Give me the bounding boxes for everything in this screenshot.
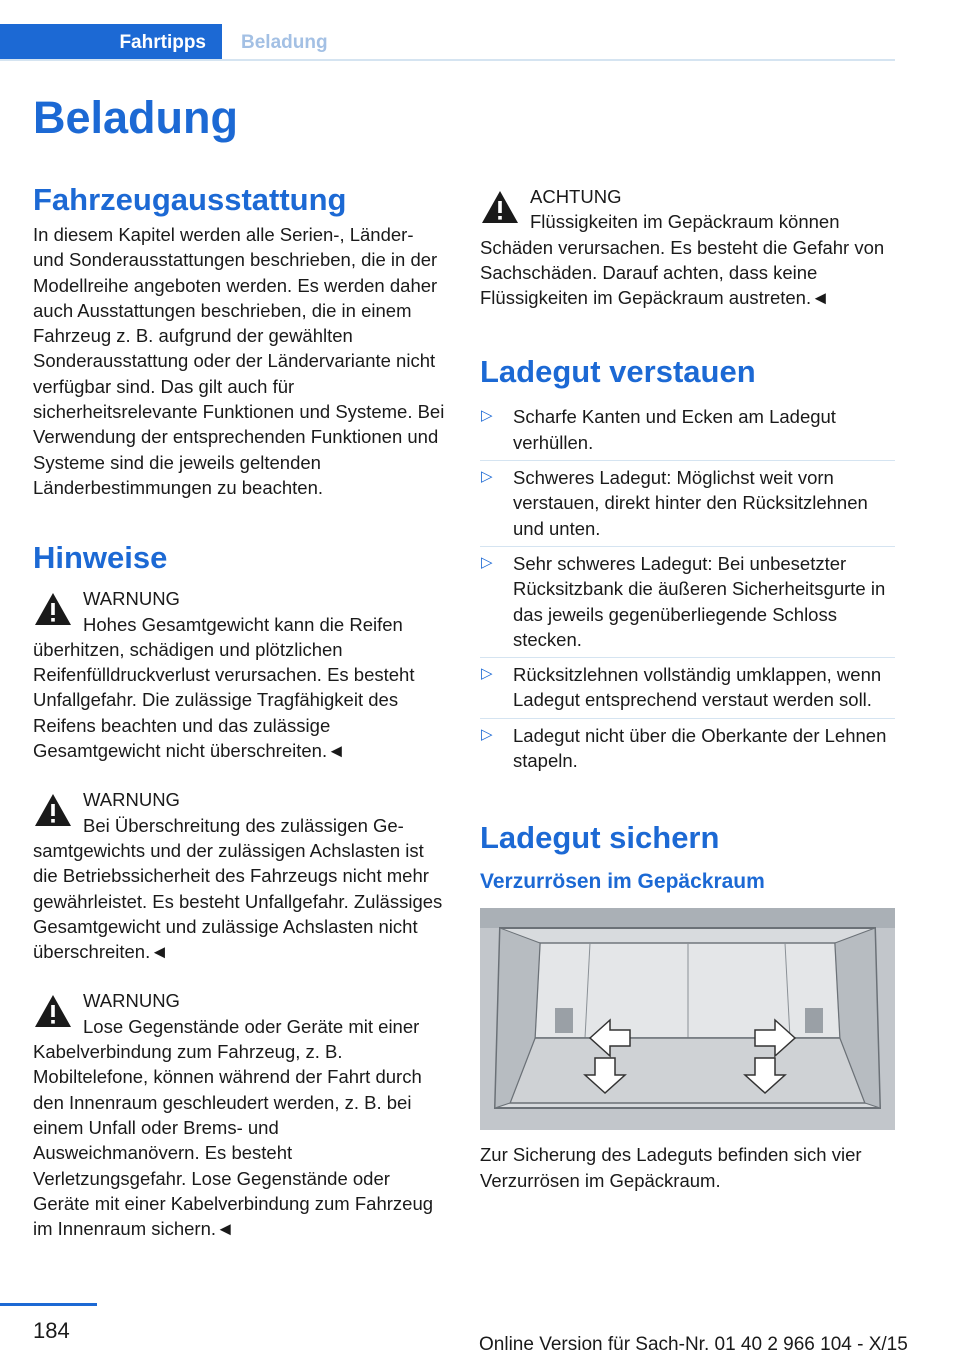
trunk-illustration bbox=[480, 908, 895, 1130]
right-column bbox=[480, 184, 895, 1193]
warning-block bbox=[33, 787, 448, 964]
tab-beladung[interactable]: Beladung bbox=[241, 31, 328, 53]
caution-first-line: Flüssigkeiten im Gepäckraum können bbox=[530, 211, 840, 233]
warning-first-line: Bei Überschreitung des zulässigen Ge- bbox=[83, 814, 404, 836]
warning-triangle-icon bbox=[33, 792, 73, 828]
list-item: ▷ Schweres Ladegut: Möglichst weit vorn verstauen, direkt hinter den Rücksitzlehnen und unten. bbox=[480, 460, 895, 546]
section-title-ladegut-sichern: Ladegut sichern bbox=[480, 820, 720, 856]
triangle-bullet-icon: ▷ bbox=[481, 665, 493, 683]
list-item: ▷ Scharfe Kanten und Ecken am Ladegut verhüllen. bbox=[480, 400, 895, 460]
triangle-bullet-icon: ▷ bbox=[481, 468, 493, 486]
footer-accent-line bbox=[0, 1303, 97, 1306]
header-tabs bbox=[0, 24, 895, 60]
warning-block bbox=[33, 988, 448, 1241]
warning-triangle-icon bbox=[33, 993, 73, 1029]
warning-triangle-icon bbox=[33, 591, 73, 627]
triangle-bullet-icon: ▷ bbox=[481, 407, 493, 425]
page-number: 184 bbox=[33, 1318, 70, 1343]
warning-first-line: Hohes Gesamtgewicht kann die Reifen bbox=[83, 613, 403, 635]
warning-text: samtgewichts und der zulässigen Achslasten ist die Betriebssicherheit des Fahrzeugs nicht mehr gewährleistet. Es besteht Unfallgefahr. Zulässiges Gesamtgewicht und zulässige Achslasten nicht überschreiten.◄ bbox=[33, 839, 443, 963]
header-divider bbox=[0, 59, 895, 61]
list-item: ▷ Ladegut nicht über die Oberkante der Lehnen stapeln. bbox=[480, 718, 895, 779]
subsection-title: Verzurrösen im Gepäckraum bbox=[480, 870, 765, 894]
section-title-fahrzeugausstattung: Fahrzeugausstattung bbox=[33, 182, 347, 217]
section-text-fahrzeugausstattung: In diesem Kapitel werden alle Serien-, Länder- und Sonderausstattungen beschrieben, die in der Modellreihe angeboten werden. Es werden daher auch Ausstattungen beschrieben, die in einem Fahrzeug z. B. aufgrund der gewählten Sonderausstattung oder der Ländervariante nicht verfügbar sind. Das gilt auch für sicherheitsrelevante Funktionen und Systeme. Bei Verwendung der entsprechenden Funktionen und Systeme sind die jeweils geltenden Länderbestimmungen zu beachten. bbox=[33, 224, 445, 498]
page-title: Beladung bbox=[33, 92, 239, 143]
warning-block bbox=[33, 586, 448, 763]
warning-label: WARNUNG bbox=[83, 588, 180, 610]
warning-label: WARNUNG bbox=[83, 990, 180, 1012]
illustration-caption: Zur Sicherung des Ladeguts befinden sich vier Verzurrösen im Gepäckraum. bbox=[480, 1144, 862, 1191]
list-item: ▷ Sehr schweres Ladegut: Bei unbesetzter Rücksitzbank die äußeren Sicherheitsgurte in das jeweils gegenüberliegende Schloss stecken. bbox=[480, 546, 895, 657]
warning-text: Kabelverbindung zum Fahrzeug, z. B. Mobiltelefone, können während der Fahrt durch den Innenraum geschleudert werden, z. B. bei einem Unfall oder Brems- und Ausweichmanövern. Es besteht Verletzungsgefahr. Lose Gegenstände oder Geräte mit einer Kabelverbindung zum Fahrzeug im Innenraum sichern.◄ bbox=[33, 1041, 434, 1240]
triangle-bullet-icon: ▷ bbox=[481, 725, 493, 743]
warning-triangle-icon bbox=[480, 189, 520, 225]
warning-text: überhitzen, schädigen und plötzlichen Reifenfülldruckverlust verursachen. Es besteht Unfallgefahr. Die zulässige Tragfähigkeit des Reifens beachten und das zulässige Gesamtgewicht nicht überschreiten.◄ bbox=[33, 638, 415, 762]
caution-text: Schäden verursachen. Es besteht die Gefahr von Sachschäden. Darauf achten, dass keine Flüssigkeiten im Gepäckraum austreten.◄ bbox=[480, 236, 885, 309]
caution-label: ACHTUNG bbox=[530, 186, 622, 207]
caution-block bbox=[480, 184, 895, 310]
section-title-hinweise: Hinweise bbox=[33, 540, 168, 576]
list-item: ▷ Rücksitzlehnen vollständig umklappen, wenn Ladegut entsprechend verstaut werden soll. bbox=[480, 657, 895, 718]
loading-list bbox=[480, 400, 895, 778]
warning-label: WARNUNG bbox=[83, 789, 180, 811]
warning-first-line: Lose Gegenstände oder Geräte mit einer bbox=[83, 1015, 420, 1037]
left-column bbox=[33, 180, 448, 1241]
tab-fahrtipps[interactable]: Fahrtipps bbox=[0, 24, 222, 61]
triangle-bullet-icon: ▷ bbox=[481, 553, 493, 571]
trunk-drawing bbox=[480, 908, 895, 1130]
section-title-ladegut-verstauen: Ladegut verstauen bbox=[480, 354, 756, 390]
footer-text: Online Version für Sach-Nr. 01 40 2 966 104 - X/15 bbox=[479, 1334, 908, 1355]
